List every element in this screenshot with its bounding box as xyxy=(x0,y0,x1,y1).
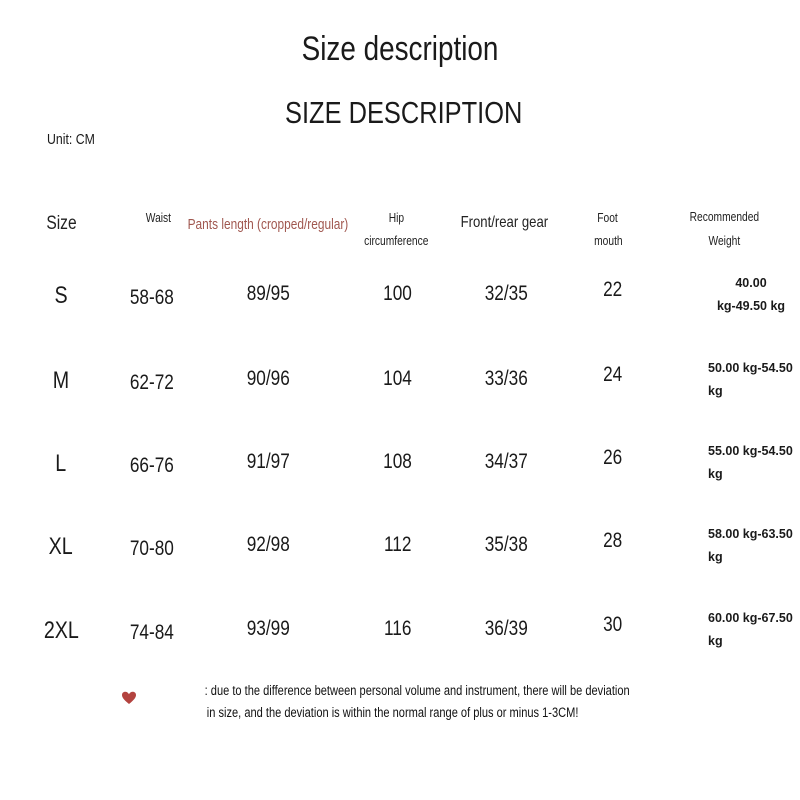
size-cell: XL xyxy=(48,533,74,560)
pants-length-cell: 93/99 xyxy=(246,617,290,640)
hip-cell: 112 xyxy=(384,533,412,556)
header-foot-mouth: Foot mouth xyxy=(593,211,623,248)
pants-length-cell: 89/95 xyxy=(246,282,290,305)
waist-cell: 70-80 xyxy=(129,537,175,560)
header-waist: Waist xyxy=(145,211,171,225)
weight-cell: 60.00 kg-67.50 kg xyxy=(708,611,793,648)
header-recommended-weight: Recommended Weight xyxy=(689,210,759,248)
gear-cell: 32/35 xyxy=(484,282,528,305)
hip-cell: 116 xyxy=(384,617,412,640)
header-pants-length: Pants length (cropped/regular) xyxy=(187,217,349,233)
gear-cell: 35/38 xyxy=(484,533,528,556)
hip-cell: 104 xyxy=(383,367,413,390)
header-hip-circumference: Hip circumference xyxy=(363,211,429,248)
waist-cell: 66-76 xyxy=(129,454,175,477)
page-subtitle: SIZE DESCRIPTION xyxy=(285,95,523,130)
deviation-note: : due to the difference between personal volume and instrument, there will be deviation in size, and the deviation is within the normal range of plus or minus 1-3CM! xyxy=(204,683,630,720)
foot-mouth-cell: 30 xyxy=(603,613,623,636)
pants-length-cell: 90/96 xyxy=(246,367,290,390)
size-cell: M xyxy=(52,367,70,394)
weight-cell: 58.00 kg-63.50 kg xyxy=(708,527,793,564)
foot-mouth-cell: 28 xyxy=(603,529,623,552)
weight-cell: 50.00 kg-54.50 kg xyxy=(708,361,793,398)
pants-length-cell: 92/98 xyxy=(246,533,290,556)
size-cell: 2XL xyxy=(43,617,79,644)
pants-length-cell: 91/97 xyxy=(246,450,290,473)
heart-icon xyxy=(121,690,137,706)
weight-cell: 40.00 kg-49.50 kg xyxy=(716,276,786,313)
size-cell: L xyxy=(55,450,67,477)
waist-cell: 74-84 xyxy=(129,621,175,644)
foot-mouth-cell: 26 xyxy=(603,446,623,469)
foot-mouth-cell: 24 xyxy=(603,363,623,386)
waist-cell: 58-68 xyxy=(129,286,175,309)
gear-cell: 36/39 xyxy=(484,617,528,640)
hip-cell: 108 xyxy=(383,450,413,473)
header-front-rear-gear: Front/rear gear xyxy=(460,214,548,231)
unit-label: Unit: CM xyxy=(47,131,95,148)
hip-cell: 100 xyxy=(383,282,413,305)
gear-cell: 33/36 xyxy=(484,367,528,390)
size-cell: S xyxy=(54,282,68,309)
gear-cell: 34/37 xyxy=(484,450,528,473)
page-title: Size description xyxy=(301,30,499,68)
weight-cell: 55.00 kg-54.50 kg xyxy=(708,444,793,481)
header-size: Size xyxy=(45,213,77,234)
waist-cell: 62-72 xyxy=(129,371,175,394)
foot-mouth-cell: 22 xyxy=(603,278,623,301)
